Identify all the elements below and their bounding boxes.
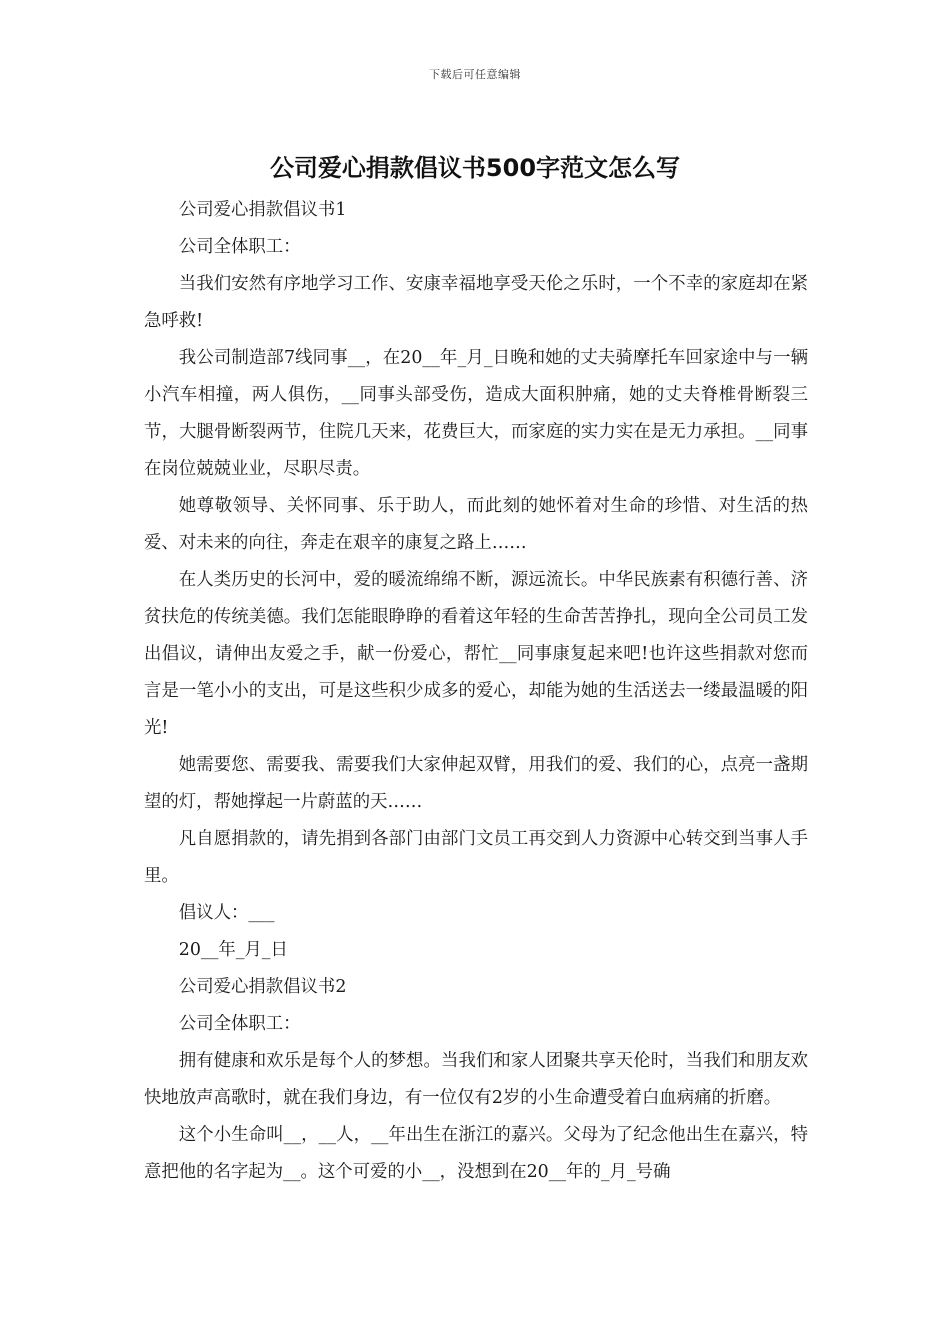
salutation-1: 公司全体职工： — [178, 237, 301, 257]
section-heading-2: 公司爱心捐款倡议书2 — [178, 977, 347, 997]
date-line: 20__年_月_日 — [178, 940, 288, 960]
body-paragraph: 在人类历史的长河中，爱的暖流绵绵不断，源远流长。中华民族素有积德行善、济贫扶危的传统美德。我们怎能眼睁睁的看着这年轻的生命苦苦挣扎，现向全公司员工发出倡议，请伸出友爱之手，献一份爱心，帮忙__同事康复起来吧!也许这些捐款对您而言是一笔小小的支出，可是这些积少成多的爱心，却能为她的生活送去一缕最温暖的阳光! — [144, 570, 808, 738]
signature-line: 倡议人：___ — [178, 903, 275, 923]
body-paragraph: 凡自愿捐款的，请先捐到各部门由部门文员工再交到人力资源中心转交到当事人手里。 — [144, 829, 808, 886]
section-heading-1: 公司爱心捐款倡议书1 — [178, 200, 347, 220]
document-title: 公司爱心捐款倡议书500字范文怎么写 — [269, 154, 681, 182]
body-paragraph: 我公司制造部7线同事__，在20__年_月_日晚和她的丈夫骑摩托车回家途中与一辆小汽车相撞，两人俱伤，__同事头部受伤，造成大面积肿痛，她的丈夫脊椎骨断裂三节，大腿骨断裂两节，住院几天来，花费巨大，而家庭的实力实在是无力承担。__同事在岗位兢兢业业，尽职尽责。 — [144, 348, 808, 479]
salutation-2: 公司全体职工： — [178, 1014, 301, 1034]
body-paragraph: 她需要您、需要我、需要我们大家伸起双臂，用我们的爱、我们的心，点亮一盏期望的灯，帮她撑起一片蔚蓝的天…… — [144, 755, 808, 812]
body-paragraph: 当我们安然有序地学习工作、安康幸福地享受天伦之乐时，一个不幸的家庭却在紧急呼救! — [144, 274, 808, 331]
body-paragraph: 拥有健康和欢乐是每个人的梦想。当我们和家人团聚共享天伦时，当我们和朋友欢快地放声高歌时，就在我们身边，有一位仅有2岁的小生命遭受着白血病痛的折磨。 — [144, 1051, 808, 1108]
page-header-note: 下载后可任意编辑 — [429, 68, 521, 81]
body-paragraph: 这个小生命叫__，__人，__年出生在浙江的嘉兴。父母为了纪念他出生在嘉兴，特意把他的名字起为__。这个可爱的小__，没想到在20__年的_月_号确 — [144, 1125, 808, 1182]
body-paragraph: 她尊敬领导、关怀同事、乐于助人，而此刻的她怀着对生命的珍惜、对生活的热爱、对未来的向往，奔走在艰辛的康复之路上…… — [144, 496, 808, 553]
document-body — [144, 192, 808, 1191]
